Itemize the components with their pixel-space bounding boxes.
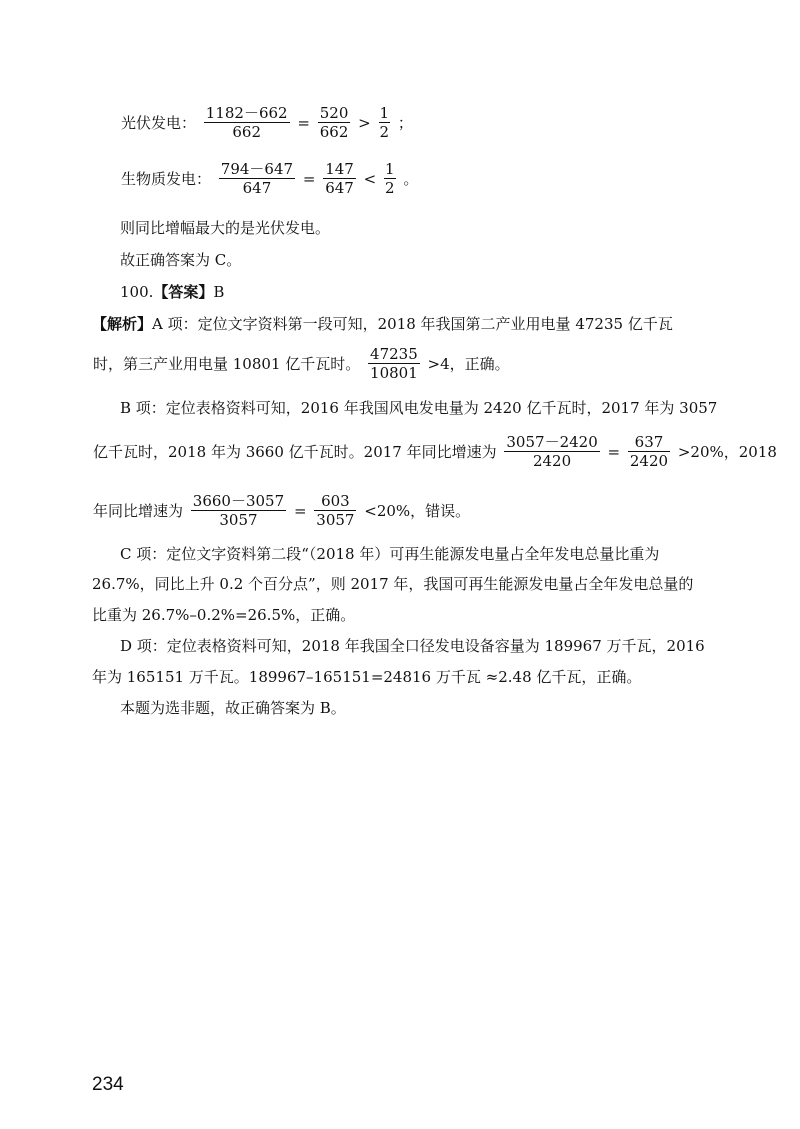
analysis-d-line-2: 年为 165151 万千瓦。189967–165151=24816 万千瓦 ≈2.48 亿千瓦，正确。 xyxy=(92,668,642,686)
pv-formula: 光伏发电： $\frac{1182-662}{662}$ = $\frac{520}{662}$ > $\frac{1}{2}$ ； xyxy=(121,104,413,141)
analysis-b-line-2: 亿千瓦时，2018 年为 3660 亿千瓦时。2017 年同比增速为 $\frac{3057-2420}{2420}$ = $\frac{637}{2420}$ >20%，2018 xyxy=(93,433,777,470)
analysis-c-line-3: 比重为 26.7%–0.2%=26.5%，正确。 xyxy=(92,606,356,624)
analysis-a-line-2: 时，第三产业用电量 10801 亿千瓦时。 $\frac{47235}{10801}$ >4，正确。 xyxy=(93,345,510,382)
max-growth-line: 则同比增幅最大的是光伏发电。 xyxy=(120,219,331,237)
answer-tag: 【答案】 xyxy=(153,283,214,301)
analysis-b-fraction-2: $\frac{637}{2420}$ xyxy=(629,433,669,470)
pv-fraction-1: $\frac{1182-662}{662}$ xyxy=(205,104,288,141)
analysis-b-fraction-1: $\frac{3057-2420}{2420}$ xyxy=(506,433,598,470)
pv-fraction-2: $\frac{520}{662}$ xyxy=(319,104,349,141)
analysis-c-line-1: C 项：定位文字资料第二段“（2018 年）可再生能源发电量占全年发电总量比重为 xyxy=(120,545,660,563)
analysis-a-fraction: $\frac{47235}{10801}$ xyxy=(370,345,418,382)
analysis-b-line-1: B 项：定位表格资料可知，2016 年我国风电发电量为 2420 亿千瓦时，2017 年为 3057 xyxy=(120,399,718,417)
analysis-a-line-1: 【解析】A 项：定位文字资料第一段可知，2018 年我国第二产业用电量 47235 亿千瓦 xyxy=(92,315,673,333)
analysis-d-line-1: D 项：定位表格资料可知，2018 年我国全口径发电设备容量为 189967 万千瓦，2016 xyxy=(120,637,705,655)
pv-label: 光伏发电： xyxy=(121,113,197,132)
pv-fraction-3: $\frac{1}{2}$ xyxy=(379,104,390,141)
analysis-c-line-2: 26.7%，同比上升 0.2 个百分点”，则 2017 年，我国可再生能源发电量占全年发电总量的 xyxy=(92,575,694,593)
conclusion-line: 本题为选非题，故正确答案为 B。 xyxy=(120,699,346,717)
q100-answer-line: 100.【答案】B xyxy=(120,283,225,301)
page-number: 234 xyxy=(92,1074,124,1095)
analysis-b-line-3: 年同比增速为 $\frac{3660-3057}{3057}$ = $\frac{603}{3057}$ <20%，错误。 xyxy=(93,492,471,529)
analysis-tag: 【解析】 xyxy=(92,315,153,333)
answer-c-line: 故正确答案为 C。 xyxy=(120,251,242,269)
analysis-b-fraction-3: $\frac{3660-3057}{3057}$ xyxy=(192,492,285,529)
bio-fraction-3: $\frac{1}{2}$ xyxy=(384,160,395,197)
bio-fraction-2: $\frac{147}{647}$ xyxy=(325,160,354,197)
bio-label: 生物质发电： xyxy=(121,169,212,188)
bio-formula: 生物质发电： $\frac{794-647}{647}$ = $\frac{147}{647}$ < $\frac{1}{2}$ 。 xyxy=(121,160,419,197)
bio-fraction-1: $\frac{794-647}{647}$ xyxy=(220,160,294,197)
analysis-b-fraction-4: $\frac{603}{3057}$ xyxy=(316,492,355,529)
